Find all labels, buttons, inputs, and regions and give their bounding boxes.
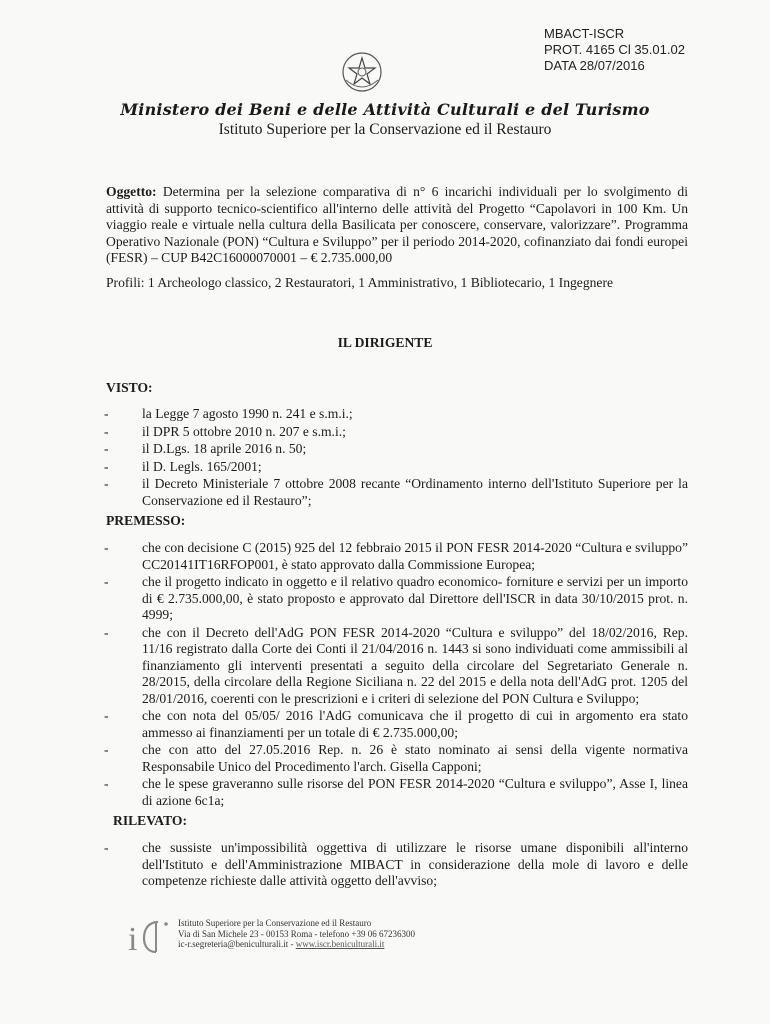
oggetto-text: Determina per la selezione comparativa di n° 6 incarichi individuali per lo svolgimento di attività di supporto tecnico-scientifico all'interno delle attività del Progetto “Capolavori in 100 Km. Un viaggio reale e virtuale nella cultura della Basilicata per conoscere, conservare, valorizzare”. Programma Operativo Nazionale (PON) “Cultura e Sviluppo” per il periodo 2014-2020, cofinanziato dai fondi europei (FESR) – CUP B42C16000070001 – € 2.735.000,00 <box>106 184 688 265</box>
stamp-line-1: MBACT-ISCR <box>544 26 625 41</box>
rilevato-heading: RILEVATO: <box>113 813 188 828</box>
list-item: - che il progetto indicato in oggetto e il relativo quadro economico- forniture e servizi per un importo di € 2.735.000,00, è stato proposto e approvato dal Direttore dell'ISCR in data 30/10/2015 prot. n. 4999; <box>104 574 688 622</box>
stamp-line-3: DATA 28/07/2016 <box>544 58 645 73</box>
list-item: - che con il Decreto dell'AdG PON FESR 2014-2020 “Cultura e sviluppo” del 18/02/2016, Rep. 11/16 registrato dalla Corte dei Conti il 21/04/2016 n. 1443 si sono individuati come ammissibili al finanziamento gli interventi presentati a seguito della circolare del Segretariato Generale n. 28/2015, della circolare della Regione Siciliana n. 22 del 2015 e della nota dell'AdG prot. 1205 del 28/01/2016, coerenti con le prescrizioni e i criteri di selezione del PON Cultura e Sviluppo; <box>104 624 688 706</box>
list-item: - che con nota del 05/05/ 2016 l'AdG comunicava che il progetto di cui in argomento era stato ammesso ai finanziamenti per un totale di € 2.735.000,00; <box>104 708 688 740</box>
list-item: - il D.Lgs. 18 aprile 2016 n. 50; <box>104 441 307 456</box>
list-item: - il DPR 5 ottobre 2010 n. 207 e s.m.i.; <box>104 423 346 439</box>
footer-email: ic-r.segreteria@beniculturali.it - <box>178 939 294 949</box>
list-item: - che le spese graveranno sulle risorse del PON FESR 2014-2020 “Cultura e sviluppo”, Asse I, linea di azione 6c1a; <box>104 776 688 808</box>
footer-website-link[interactable]: www.iscr.beniculturali.it <box>295 939 385 949</box>
iscr-logo-icon <box>122 912 172 956</box>
footer-institute: Istituto Superiore per la Conservazione ed il Restauro <box>178 918 372 928</box>
ministry-title: Ministero dei Beni e delle Attività Culturali e del Turismo <box>120 100 650 119</box>
list-item: - che con atto del 27.05.2016 Rep. n. 26 è stato nominato ai sensi della vigente normativa Responsabile Unico del Procedimento l'arch. Gisella Capponi; <box>104 742 688 774</box>
footer-contacts <box>178 939 415 950</box>
list-item: - il Decreto Ministeriale 7 ottobre 2008 recante “Ordinamento interno dell'Istituto Superiore per la Conservazione ed il Restauro”; <box>104 476 688 508</box>
stamp-line-2: PROT. 4165 Cl 35.01.02 <box>544 42 685 57</box>
footer-address-line: Via di San Michele 23 - 00153 Roma - telefono +39 06 67236300 <box>178 928 415 939</box>
profili-line: Profili: 1 Archeologo classico, 2 Restauratori, 1 Amministrativo, 1 Bibliotecario, 1 Ingegnere <box>106 275 614 290</box>
list-item: - la Legge 7 agosto 1990 n. 241 e s.m.i.; <box>104 406 353 421</box>
list-item: - che con decisione C (2015) 925 del 12 febbraio 2015 il PON FESR 2014-2020 “Cultura e sviluppo” CC20141IT16RFOP001, è stato approvato dalla Commissione Europea; <box>104 540 688 572</box>
republic-emblem-icon <box>340 50 384 94</box>
svg-text:i: i <box>128 921 138 956</box>
rilevato-list <box>104 840 688 891</box>
institute-title: Istituto Superiore per la Conservazione ed il Restauro <box>218 121 552 138</box>
protocol-stamp <box>544 26 685 74</box>
oggetto-label: Oggetto: <box>106 184 157 199</box>
visto-list <box>104 406 688 510</box>
list-item: - che sussiste un'impossibilità oggettiva di utilizzare le risorse umane disponibili all'interno dell'Istituto e dell'Amministrazione MIBACT in considerazione della mole di lavoro e delle competenze richieste dalle attività oggetto dell'avviso; <box>104 840 688 888</box>
list-item: - il D. Legls. 165/2001; <box>104 458 262 474</box>
footer-address <box>178 918 415 950</box>
visto-heading: VISTO: <box>106 380 153 395</box>
il-dirigente-heading: IL DIRIGENTE <box>337 335 433 350</box>
oggetto-paragraph <box>106 184 688 267</box>
premesso-list <box>104 540 688 810</box>
premesso-heading: PREMESSO: <box>106 513 186 528</box>
